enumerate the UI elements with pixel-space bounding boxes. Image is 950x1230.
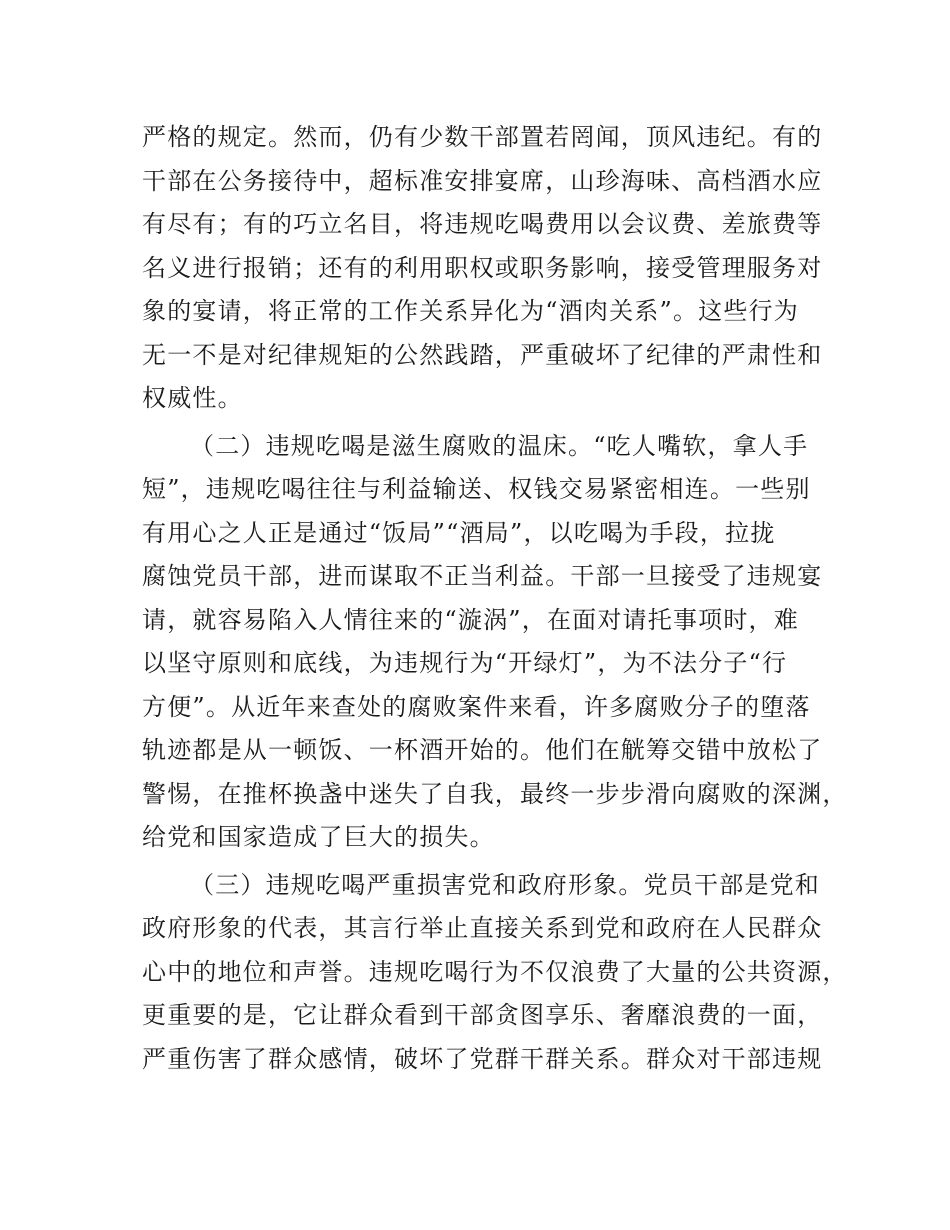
text-line: 有尽有；有的巧立名目，将违规吃喝费用以会议费、差旅费等 xyxy=(142,210,823,238)
paragraph-section-3 xyxy=(142,864,848,1082)
text-line: 腐蚀党员干部，进而谋取不正当利益。干部一旦接受了违规宴 xyxy=(142,562,823,590)
text-line: （三）违规吃喝严重损害党和政府形象。党员干部是党和 xyxy=(190,870,820,899)
text-line: 以坚守原则和底线，为违规行为“开绿灯”，为不法分子“行 xyxy=(142,649,788,677)
text-line: 请，就容易陷入人情往来的“漩涡”，在面对请托事项时，难 xyxy=(142,605,799,634)
text-line: 更重要的是，它让群众看到干部贪图享乐、奢靡浪费的一面， xyxy=(142,1001,823,1029)
text-line: 有用心之人正是通过“饭局”“酒局”，以吃喝为手段，拉拢 xyxy=(142,518,776,547)
text-line: 严重伤害了群众感情，破坏了党群干群关系。群众对干部违规 xyxy=(142,1044,823,1073)
text-line: 给党和国家造成了巨大的损失。 xyxy=(142,823,495,851)
document-body xyxy=(142,116,848,1081)
text-line: 名义进行报销；还有的利用职权或职务影响，接受管理服务对 xyxy=(142,253,823,282)
text-line: 干部在公务接待中，超标准安排宴席，山珍海味、高档酒水应 xyxy=(142,166,823,195)
paragraph-continuation xyxy=(142,116,832,421)
text-line: 权威性。 xyxy=(142,384,243,412)
text-line: 方便”。从近年来查处的腐败案件来看，许多腐败分子的堕落 xyxy=(142,692,811,721)
text-line: 象的宴请，将正常的工作关系异化为“酒肉关系”。这些行为 xyxy=(142,297,799,325)
paragraph-section-2 xyxy=(142,425,848,860)
text-line: （二）违规吃喝是滋生腐败的温床。“吃人嘴软，拿人手 xyxy=(190,431,809,460)
text-line: 政府形象的代表，其言行举止直接关系到党和政府在人民群众 xyxy=(142,914,823,942)
text-line: 短”，违规吃喝往往与利益输送、权钱交易紧密相连。一些别 xyxy=(142,475,811,503)
text-line: 严格的规定。然而，仍有少数干部置若罔闻，顶风违纪。有的 xyxy=(142,123,823,151)
text-line: 心中的地位和声誉。违规吃喝行为不仅浪费了大量的公共资源， xyxy=(142,957,848,986)
text-line: 警惕，在推杯换盏中迷失了自我，最终一步步滑向腐败的深渊， xyxy=(142,779,848,808)
text-line: 轨迹都是从一顿饭、一杯酒开始的。他们在觥筹交错中放松了 xyxy=(142,736,823,764)
text-line: 无一不是对纪律规矩的公然践踏，严重破坏了纪律的严肃性和 xyxy=(142,340,823,369)
